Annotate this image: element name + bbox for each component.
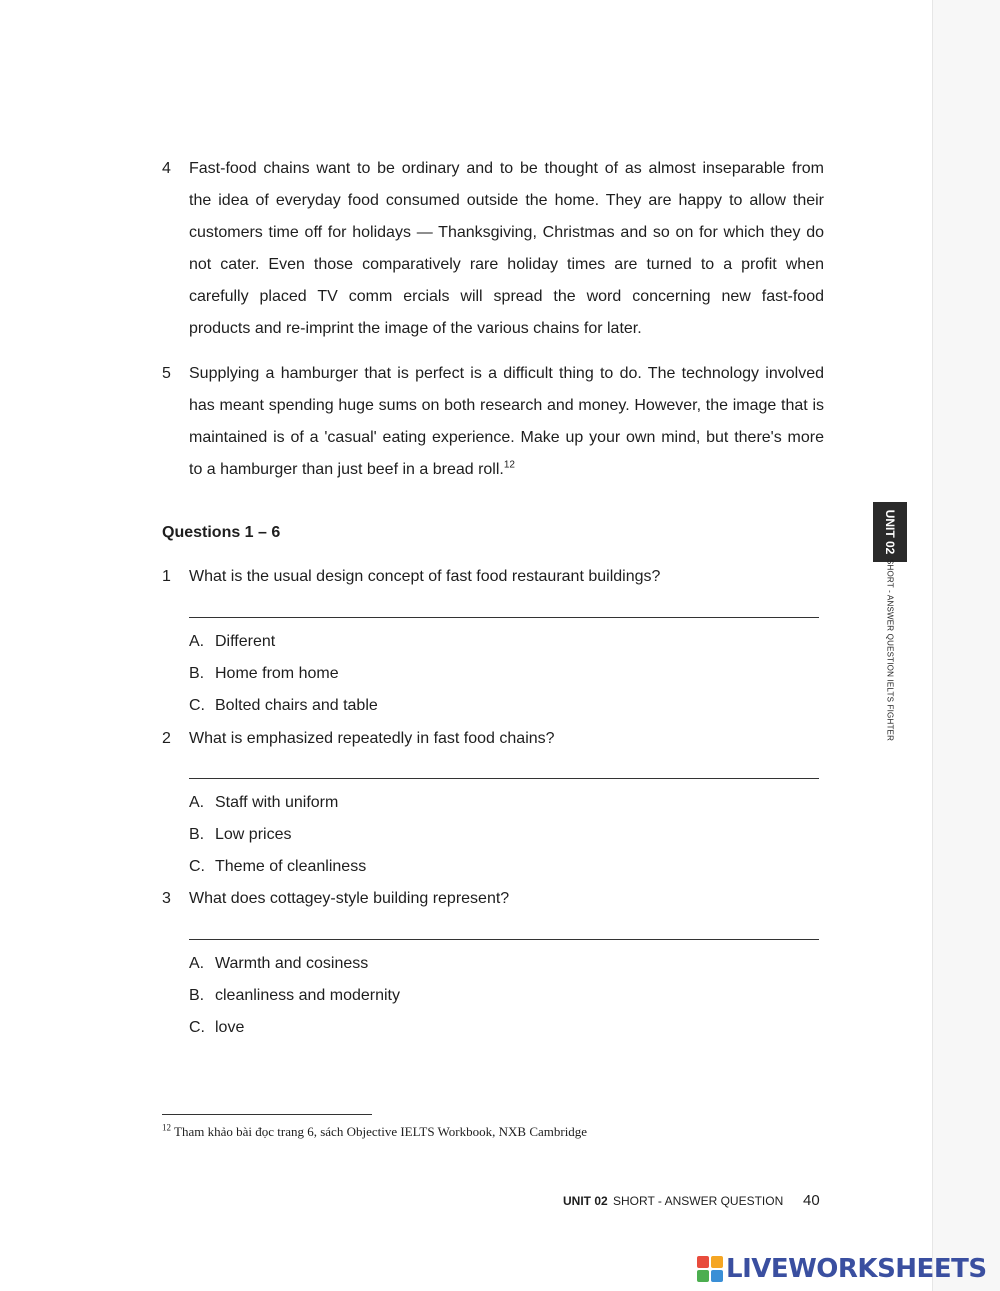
option-letter: C. — [189, 1019, 205, 1036]
question-number: 1 — [162, 568, 171, 585]
questions-heading: Questions 1 – 6 — [162, 524, 281, 541]
paragraph-line: the idea of everyday food consumed outside the home. They are happy to allow their — [189, 192, 824, 209]
option-3b[interactable] — [189, 987, 400, 1005]
option-letter: A. — [189, 794, 205, 811]
option-1a[interactable] — [189, 633, 275, 651]
page-edge — [932, 0, 1000, 1291]
paragraph-line-wrap — [189, 454, 824, 486]
paragraph-line: customers time off for holidays — Thanksgiving, Christmas and so on for which they do — [189, 224, 824, 241]
answer-line-2[interactable] — [189, 778, 819, 779]
question-number: 2 — [162, 730, 171, 747]
brand-name: LIVEWORKSHEETS — [726, 1254, 987, 1284]
option-3c[interactable] — [189, 1019, 244, 1037]
paragraph-5 — [162, 358, 824, 486]
footer-unit: UNIT 02 — [563, 1194, 608, 1208]
question-number: 3 — [162, 890, 171, 907]
paragraph-line: Supplying a hamburger that is perfect is a difficult thing to do. The technology involved — [189, 365, 824, 382]
option-text: Bolted chairs and table — [215, 697, 378, 714]
paragraph-line: products and re-imprint the image of the various chains for later. — [189, 320, 642, 337]
page-number: 40 — [803, 1192, 820, 1209]
option-text: Theme of cleanliness — [215, 858, 367, 875]
paragraph-line: to a hamburger than just beef in a bread roll. — [189, 461, 504, 478]
question-text: What is the usual design concept of fast food restaurant buildings? — [189, 568, 661, 585]
footnote-rule — [162, 1114, 372, 1115]
option-letter: C. — [189, 697, 205, 714]
option-2b[interactable] — [189, 826, 291, 844]
logo-square — [711, 1270, 723, 1282]
side-running-title: SHORT - ANSWER QUESTION IELTS FIGHTER — [885, 558, 895, 742]
option-text: love — [215, 1019, 245, 1036]
option-1c[interactable] — [189, 697, 378, 715]
paragraph-line: Fast-food chains want to be ordinary and to be thought of as almost inseparable from — [189, 160, 824, 177]
option-text: cleanliness and modernity — [215, 987, 400, 1004]
liveworksheets-logo-icon — [697, 1256, 723, 1282]
option-1b[interactable] — [189, 665, 339, 683]
footer-title: SHORT - ANSWER QUESTION — [613, 1194, 784, 1208]
option-2a[interactable] — [189, 794, 338, 812]
option-letter: B. — [189, 665, 205, 682]
question-text: What does cottagey-style building represent? — [189, 890, 510, 907]
footnote-ref[interactable]: 12 — [503, 459, 515, 471]
option-letter: B. — [189, 987, 205, 1004]
option-text: Warmth and cosiness — [215, 955, 369, 972]
footnote — [162, 1124, 587, 1140]
paragraph-line: maintained is of a 'casual' eating experience. Make up your own mind, but there's more — [189, 429, 824, 446]
option-text: Staff with uniform — [215, 794, 339, 811]
option-text: Low prices — [215, 826, 292, 843]
option-2c[interactable] — [189, 858, 366, 876]
logo-square — [697, 1256, 709, 1268]
paragraph-line: not cater. Even those comparatively rare holiday times are turned to a profit when — [189, 256, 824, 273]
answer-line-1[interactable] — [189, 617, 819, 618]
option-text: Different — [215, 633, 276, 650]
option-letter: A. — [189, 955, 205, 972]
unit-side-tab — [873, 502, 907, 562]
logo-square — [697, 1270, 709, 1282]
footnote-text: Tham khảo bài đọc trang 6, sách Objective IELTS Workbook, NXB Cambridge — [174, 1124, 588, 1139]
option-letter: C. — [189, 858, 205, 875]
logo-square — [711, 1256, 723, 1268]
liveworksheets-brand[interactable] — [697, 1254, 987, 1284]
footnote-number: 12 — [162, 1122, 171, 1133]
option-letter: A. — [189, 633, 205, 650]
option-text: Home from home — [215, 665, 339, 682]
paragraph-4 — [162, 153, 824, 345]
paragraph-line: has meant spending huge sums on both research and money. However, the image that is — [189, 397, 824, 414]
paragraph-line: carefully placed TV comm ercials will spread the word concerning new fast-food — [189, 288, 824, 305]
option-letter: B. — [189, 826, 205, 843]
option-3a[interactable] — [189, 955, 368, 973]
question-text: What is emphasized repeatedly in fast food chains? — [189, 730, 555, 747]
side-tab-unit: UNIT 02 — [883, 509, 897, 555]
paragraph-number: 5 — [162, 365, 171, 382]
paragraph-number: 4 — [162, 160, 171, 177]
answer-line-3[interactable] — [189, 939, 819, 940]
